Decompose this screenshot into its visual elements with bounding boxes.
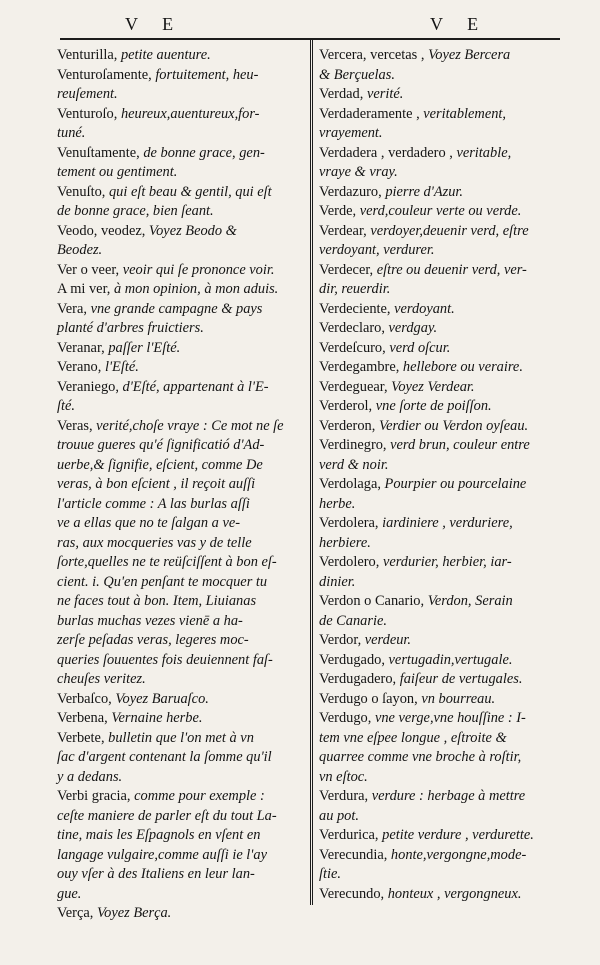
entry-headword: Verdolera, (319, 515, 383, 531)
entry-headword: Verdolaga, (319, 476, 385, 492)
entry-headword: Verdon o Canario, (319, 593, 428, 609)
dictionary-entry (319, 553, 559, 592)
entry-definition: Voyez Beodo & Beodez. (57, 222, 237, 258)
entry-headword: Verbi gracia, (57, 788, 135, 804)
entry-definition: Pourpier ou pourcelaine herbe. (319, 476, 527, 512)
entry-definition: verd oſcur. (389, 339, 451, 356)
entry-headword: Venturilla, (57, 47, 121, 63)
entry-headword: Verdadera , verdadero , (319, 144, 457, 161)
entry-definition: l'Eſté. (104, 359, 139, 375)
dictionary-entry (319, 709, 559, 787)
dictionary-entry (57, 787, 301, 904)
entry-headword: Verdura, (319, 788, 372, 804)
entry-definition: verdure : herbage à mettre au pot. (319, 788, 526, 824)
entry-definition: bulletin que l'on met à vn ſac d'argent contenant la ſomme qu'il y a dedans. (57, 729, 272, 785)
entry-headword: Verdeclaro, (319, 320, 389, 336)
entry-definition: petite verdure , verdurette. (382, 827, 534, 843)
entry-headword: Verça, (57, 905, 97, 921)
dictionary-entry (319, 846, 559, 885)
dictionary-entry (57, 222, 301, 261)
dictionary-entry (319, 183, 559, 203)
dictionary-entry (57, 729, 301, 788)
entry-headword: Verdeguear, (319, 378, 392, 395)
entry-headword: Verdor, (319, 632, 365, 648)
entry-headword: A mi ver, (57, 281, 114, 297)
dictionary-entry (319, 85, 559, 105)
entry-definition: vne grande campagne & pays planté d'arbres fruictiers. (57, 300, 263, 336)
entry-headword: Verano, (57, 359, 105, 375)
dictionary-entry (57, 417, 301, 690)
entry-headword: Vercera, vercetas , (319, 47, 429, 63)
entry-definition: d'Eſté, appartenant à l'E- ſté. (57, 378, 269, 414)
dictionary-entry (57, 280, 301, 300)
entry-definition: verité. (366, 86, 404, 102)
entry-headword: Veranar, (57, 339, 109, 356)
entry-definition: veritable, vraye & vray. (319, 144, 512, 180)
entry-headword: Vera, (57, 300, 91, 317)
entry-definition: pierre d'Azur. (385, 183, 464, 200)
entry-definition: heureux,auentureux,for- tuné. (57, 105, 260, 141)
dictionary-entry (319, 105, 559, 144)
entry-definition: veoir qui ſe prononce voir. (122, 261, 275, 278)
entry-definition: verd brun, couleur entre verd & noir. (319, 437, 530, 473)
entry-definition: Verdon, Serain de Canarie. (319, 593, 513, 629)
entry-headword: Verdinegro, (319, 437, 391, 453)
entry-definition: honte,vergongne,mode- ſtie. (319, 846, 527, 882)
dictionary-entry (319, 378, 559, 398)
dictionary-entry (319, 144, 559, 183)
right-column (319, 46, 559, 904)
entry-headword: Verdaderamente , (319, 105, 424, 122)
dictionary-entry (319, 417, 559, 437)
entry-headword: Verdad, (319, 86, 367, 102)
entry-definition: eſtre ou deuenir verd, ver- dir, reuerdir. (319, 261, 527, 297)
entry-definition: qui eſt beau & gentil, qui eſt de bonne grace, bien ſeant. (57, 183, 272, 219)
dictionary-entry (57, 261, 301, 281)
entry-headword: Venturoſo, (57, 105, 121, 122)
entry-definition: fortuitement, heu- reuſement. (57, 66, 259, 102)
entry-headword: Veraniego, (57, 378, 123, 395)
entry-headword: Venuſtamente, (57, 144, 144, 161)
entry-headword: Verdolero, (319, 554, 383, 570)
entry-definition: verdoyer,deuenir verd, eſtre verdoyant, verdurer. (319, 222, 529, 258)
dictionary-entry (319, 651, 559, 671)
dictionary-entry (57, 904, 301, 924)
entry-definition: hellebore ou veraire. (402, 359, 523, 375)
dictionary-entry (319, 202, 559, 222)
entry-headword: Verdear, (319, 222, 371, 239)
entry-headword: Verdecer, (319, 261, 377, 278)
entry-definition: de bonne grace, gen- tement ou gentiment. (57, 144, 265, 180)
dictionary-entry (319, 670, 559, 690)
entry-definition: verdoyant. (394, 300, 455, 317)
entry-definition: verdurier, herbier, iar- dinier. (319, 554, 512, 590)
dictionary-entry (57, 183, 301, 222)
dictionary-entry (319, 826, 559, 846)
running-head-right: V E (430, 14, 489, 34)
dictionary-entry (319, 885, 559, 905)
dictionary-entry (319, 475, 559, 514)
dictionary-entry (319, 631, 559, 651)
entry-definition: Verdier ou Verdon oyſeau. (378, 417, 529, 434)
dictionary-entry (57, 66, 301, 105)
entry-definition: verdgay. (388, 320, 438, 336)
entry-headword: Verecundia, (319, 846, 391, 863)
entry-definition: honteux , vergongneux. (387, 885, 522, 902)
dictionary-entry (57, 339, 301, 359)
dictionary-entry (319, 358, 559, 378)
dictionary-entry (57, 300, 301, 339)
dictionary-entry (319, 46, 559, 85)
dictionary-entry (57, 378, 301, 417)
entry-headword: Verdugado, (319, 651, 389, 668)
dictionary-entry (319, 592, 559, 631)
entry-definition: Vernaine herbe. (111, 710, 203, 726)
entry-definition: verdeur. (364, 632, 412, 648)
entry-definition: petite auenture. (120, 47, 211, 63)
dictionary-entry (319, 300, 559, 320)
column-divider (310, 40, 313, 905)
dictionary-entry (57, 105, 301, 144)
entry-headword: Verde, (319, 203, 360, 219)
entry-headword: Verbete, (57, 729, 109, 746)
dictionary-entry (57, 144, 301, 183)
entry-headword: Verbaſco, (57, 690, 116, 707)
entry-definition: vne ſorte de poiſſon. (375, 398, 492, 414)
entry-definition: vertugadin,vertugale. (388, 651, 513, 668)
entry-headword: Verdeciente, (319, 300, 395, 317)
entry-headword: Verderol, (319, 398, 376, 414)
entry-headword: Veras, (57, 417, 97, 434)
dictionary-entry (319, 690, 559, 710)
entry-definition: iardiniere , verduriere, herbiere. (319, 515, 513, 551)
dictionary-entry (319, 339, 559, 359)
running-head-left: V E (125, 14, 184, 34)
dictionary-entry (319, 436, 559, 475)
dictionary-entry (57, 46, 301, 66)
dictionary-entry (319, 222, 559, 261)
entry-definition: comme pour exemple : ceſte maniere de parler eſt du tout La- tine, mais les Eſpagnols en vſent en langage vulgaire,comme auſſi ie l'ay ouy vſer à des Italiens en leur lan- gue. (57, 788, 277, 902)
entry-headword: Verdugo, (319, 710, 375, 726)
dictionary-entry (319, 319, 559, 339)
dictionary-entry (57, 709, 301, 729)
entry-headword: Verderon, (319, 417, 379, 434)
entry-headword: Verdurica, (319, 827, 383, 843)
dictionary-entry (57, 690, 301, 710)
entry-definition: Voyez Berça. (96, 905, 172, 921)
dictionary-entry (57, 358, 301, 378)
entry-definition: Voyez Baruaſco. (115, 690, 209, 707)
entry-headword: Venturoſamente, (57, 66, 156, 83)
entry-headword: Verdugadero, (319, 671, 400, 687)
entry-headword: Ver o veer, (57, 261, 123, 278)
entry-definition: paſſer l'Eſté. (108, 339, 181, 356)
entry-definition: verd,couleur verte ou verde. (359, 203, 522, 219)
entry-headword: Veodo, veodez, (57, 222, 149, 239)
entry-definition: vne verge,vne houſſine : I- tem vne eſpee longue , eſtroite & quarree comme vne broche à roſtir, vn eſtoc. (319, 710, 526, 785)
entry-definition: à mon opinion, à mon aduis. (113, 281, 279, 297)
dictionary-entry (319, 261, 559, 300)
dictionary-entry (319, 514, 559, 553)
entry-headword: Verbena, (57, 710, 112, 726)
entry-definition: veritablement, vrayement. (319, 105, 506, 141)
entry-definition: faiſeur de vertugales. (399, 671, 523, 687)
entry-headword: Venuſto, (57, 183, 109, 200)
left-column (57, 46, 301, 924)
entry-headword: Verdugo o ſayon, (319, 690, 422, 707)
dictionary-entry (319, 787, 559, 826)
entry-definition: verité,choſe vraye : Ce mot ne ſe trouue gueres qu'é ſignificatió d'Ad- uerbe,& ſignifie, eſcient, comme De veras, à bon eſcient , il reçoit auſſi l'article comme : A las burlas aſſi ve a ellas que no te ſalgan a ve- ras, aux mocqueries vas y de telle ſorte,quelles ne te reüſciſſent à bon eſ- cient. i. Qu'en penſant te mocquer tu ne faces tout à bon. Item, Liuianas burlas muchas vezes vienē a ha- zerſe peſadas veras, legeres moc- queries ſouuentes fois deuiennent faſ- cheuſes veritez. (57, 417, 284, 687)
dictionary-entry (319, 397, 559, 417)
entry-headword: Verecundo, (319, 885, 388, 902)
entry-definition: vn bourreau. (421, 690, 496, 707)
entry-definition: Voyez Bercera & Berçuelas. (319, 47, 511, 83)
entry-headword: Verdegambre, (319, 359, 403, 375)
entry-headword: Verdazuro, (319, 183, 386, 200)
entry-headword: Verdeſcuro, (319, 339, 390, 356)
entry-definition: Voyez Verdear. (391, 378, 475, 395)
